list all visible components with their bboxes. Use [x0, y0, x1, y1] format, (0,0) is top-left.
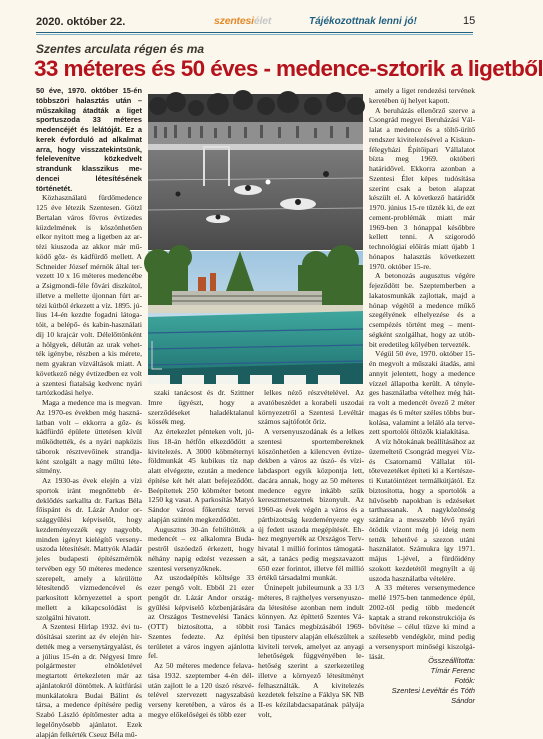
paragraph: A víz hőtokának beállításához az üzemeltető Csongrád megyei Víz- és Csatornamű Vállalat töltőtevezetéket építeti ki a Kertészeti Kutatóintézet termálkútjától. Ez biztosította, hogy a sportolók a hűvösebb napokban is edzéseket tarthassanak. A nagyközönség számára a messzebb lévő nyári ötödik vízont még jó ideig nem tették lehetővé a szezon utáni használatot. Számukra így 1971. május 1-jével, a fürdőidény szokott kezdetétől megnyílt a új uszoda használatba vételére.	[369, 437, 475, 583]
paragraph: A betonozás augusztus végére fejeződött be. Szeptemberben a lakatosmunkák zajlottak, majd a hónap végétől a medence műkő szegélyének elhelyezése és a csempézés történt meg – mentségként szolgálhat, hogy az utóbbit eredetileg kőlyében tervezték.	[369, 271, 475, 349]
archival-pool-photo	[148, 94, 363, 250]
paragraph: Augusztus 30-án feltöltötték a medencét – ez alkalomra Budapestről úszóedző érkezett, hogy néhány napig edzést vezessen a szentesi versenyzőknek.	[148, 524, 254, 573]
article-kicker: Szentes arculata régen és ma	[36, 42, 205, 56]
paragraph: Közhasználatú fürdőmedence 125 éve létezik Szentesen. Götzl Bertalan város fővros évtizedes küzdelmének is köszönhetően elkor nyitott meg a ligetben az artézi kiuszoda az akkor már működő gőz- és kádfürdő mellett. A Schneider József mérnök által tervezett 10 x 16 méteres medencébe a Zsigmondi-féle fővári diszkútol, illetve a mellette újonnan fúrt artézi kútból érkezett a víz. 1895. július 14-én kezdte fogadni látogatóit, a belépő- és kabin-használati díj 10 krajcár volt. Délelőttönként a hölgyek, délután az urak vehették igénybe, részben a kis mérete, nem gyakran vízváltások miatt. A következő négy évtizedben ez volt a szentesi fiatalság kedvenc nyári tartózkodási helye.	[36, 193, 142, 398]
article-credits	[369, 656, 475, 706]
page-header	[0, 0, 509, 42]
publication-tagline: Tájékozottnak lenni jó!	[309, 16, 417, 27]
logo-part-2: élet	[253, 15, 272, 27]
paragraph: A Szentesi Hírlap 1932. évi tudósításai szerint az év elején hirdették meg a versenytárgyalást, és a július 15-én a dr. Négyesi Imre polgármester elnökletével megtartott értekezleten már az ajánlatokról döntöttek. A kútfúrási munkálatokra Budai Bálint és társa, a medence építésére pedig Szabó László építőmester adta a legelőnyösebb ajánlatot. Ezek alapján felkérték Cseuz Béla mű-	[36, 622, 142, 739]
paragraph: Az értekezlet pénteken volt, július 18-án hétfőn elkezdődött a kivitelezés. A 3000 köbméternyi földmunkát 45 kubikus tíz nap alatt elvégezte, ezután a medence építése két hét alatt befejeződött. Beépítettek 250 köbméter betont 1250 kg vasat. A parkosítás Matyó Sándor városi főkertész tervei alapján szintén megkezdődött.	[148, 427, 254, 524]
publication-logo	[214, 15, 271, 27]
photos-by: Szentesi Levéltár és Tóth Sándor	[391, 686, 475, 705]
page-number: 15	[463, 15, 476, 27]
article-column-1	[36, 86, 142, 739]
modern-pool-photo	[148, 251, 363, 384]
paragraph: szaki tanácsost és dr. Szittner Imre ügyészt, hogy a szerződéseket haladéktalanul kössék meg.	[148, 388, 254, 427]
header-rule	[36, 32, 473, 33]
paragraph: Maga a medence ma is megvan. Az 1970-es években még használatban volt – ekkorra a gőz- és kádfürdő épülete üttetésen kívül működtették, és a nyári napközis táborok résztvevőinek strandjaként szolgált a nagy műltú létesítmény.	[36, 398, 142, 476]
article-column-4	[369, 86, 475, 661]
paragraph: Az 50 méteres medence felavatása 1932. szeptember 4-én délután zajlott le a 120 úszó részvételével szervezett nagyszabású verseny keretében, a város és a megye előkelőségei és több ezer	[148, 661, 254, 719]
paragraph: Az 1930-as évek elején a vízi sportok iránt megnőttebb érdeklődés sarkallta dr. Farkas Béla főispánt és dr. Lázár Andor országgyűlési képviselőt, hogy kezdeményezzék egy nagyobb, minden igényt kielégítő versenyuszoda létesítését. Mattyók Aladár jeles budapesti építészmérnök tervében egy 50 méteres medence szerepelt, amely a körülötte létesítendő vízmedencével és parkosított környezettel a sport mellett a kikapcsolódást is szolgálni hivatott.	[36, 476, 142, 622]
paragraph: Úninepelt jubileumunk a 33 1/3 méteres, 8 rajthelyes versenyuszoda létesítése azonban nem indult könnyen. Az építtető Szentes Városi Tanács megbízásából 1969-ben tipusterv alapján elkészültek a kiviteli tervek, amelyet az anyagi lehetőségek függvényében lehetőség szerint a szerkezetileg illetve a környező létesítményt felhasználták. A kivitelezés kezdetek felszíne a Fáklya SK NB II-es kézilabdacsapatának pályája volt,	[258, 583, 364, 719]
header-rule-secondary	[36, 34, 473, 35]
paragraph: amely a liget rendezési tervének keretében új helyet kapott.	[369, 86, 475, 105]
paragraph: A beruházás ellenőrző szerve a Csongrád megyei Beruházási Vállalat a medence és a töltő-ürítő rendszer kivitelezésével a Kiskunfélegyházi Építőipari Vállalatot bízta meg 1969. októberi határidővel. Ekkorra azonban a Szentesi Élet képes tudósítása szerint csak a beton alapzat készült el. A következő határidőt 1970. június 15-re tűzték ki, de ezt cement-problémák miatt már 1969-ben 3 hónappal későbbre kellett tenni. A szigorodó technológiai előírás miatt újabb 1 hónapos halasztás következett 1970. október 15-re.	[369, 105, 475, 271]
paragraph: Az uszodaépítés költsége 33 ezer pengő volt. Ebből 21 ezer pengőt dr. Lázár Andor országgyűlési képviselő közbenjárására az Országos Testnevelési Tanács (OTT) biztosította, a többit Szentes fedezte. Az építési területet a város ingyen ajánlotta fel.	[148, 573, 254, 661]
paragraph: lelkes néző részvételével. Az avatóbeszédet a korabeli uszodai környezetről a Szentesi Levéltár számos sajtófotót őriz.	[258, 388, 364, 427]
photos-label: Fotók:	[454, 676, 475, 685]
logo-part-1: szentesi	[214, 15, 254, 27]
article-column-3	[258, 388, 364, 720]
issue-date: 2020. október 22.	[36, 16, 126, 28]
compiled-by: Tímár Ferenc	[430, 666, 475, 675]
paragraph: A 33 méteres versenymedence mellé 1975-ben tanmedence épül, 2002-től pedig több medencét kaptak a strand rekonstrukciója és bővítése – célul tűzve ki mind a szélesebb vendégkör, mind pedig a versenysport minőségi kiszolgálását.	[369, 583, 475, 661]
compiled-label: Összeállította:	[428, 656, 475, 665]
article-headline: 33 méteres és 50 éves - medence-sztorik a ligetből	[34, 56, 543, 81]
paragraph: A versenyuszodának és a lelkes szentesi sportembereknek köszönhetően a kilencven évtizedekben a város az úszó- és vízilabdasport egyik központja lett, dacára annak, hogy az 50 méteres medence egyre inkább szűk keresztmetszetnek bizonyult. Az 1960-as évek végén a város és a pártbizottság kezdeményezte egy új fedett uszoda megépítését. Ehhez megnyerték az Országos Tervhivatal 1 millió forintos támogatását, a tanács pedig megszavazott 650 ezer forintot, illetve fél millió értékű társadalmi munkát.	[258, 427, 364, 583]
article-column-2	[148, 388, 254, 720]
article-lead: 50 éve, 1970. október 15-én többszöri halasztás után – műszakilag átadták a liget sportuszoda 33 méteres medencéjét és lelátóját. Ez a kerek évforduló ad alkalmat arra, hogy visszatekintsünk, felelevenítve közkedvelt strandunk klasszikus medencei létesítésének történetét.	[36, 86, 142, 193]
paragraph: Végül 50 éve, 1970. október 15-én megvolt a műszaki átadás, ami annyit jelentett, hogy a medence vízzel állapotba került. A tényleges használatba vételhez még hátra volt a medencét övező 2 méter magas és 6 méter széles többs burkolása, valamint a leláló ala tervezett sportolói öltözők kialakítása.	[369, 349, 475, 437]
